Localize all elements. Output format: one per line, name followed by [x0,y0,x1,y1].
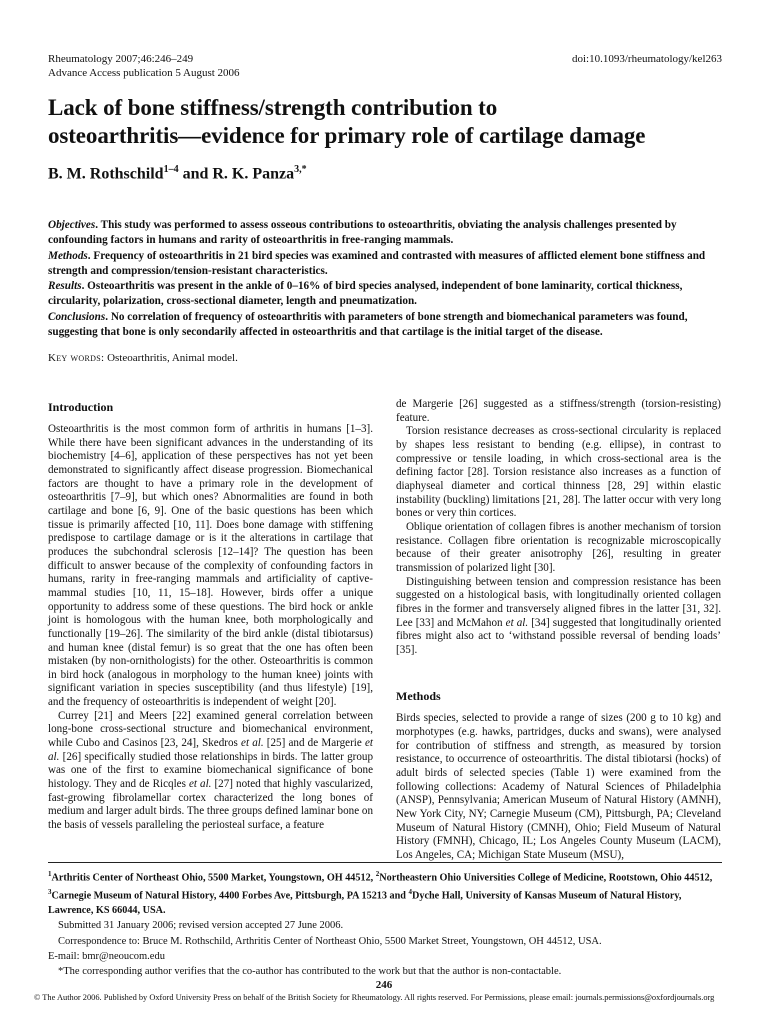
introduction-paragraph [48,710,373,833]
results-label: Results [48,280,82,293]
abstract-methods [48,249,722,280]
methods-text: . Frequency of osteoarthritis in 21 bird species was examined and contrasted with measures of afflicted element bone stiffness and strength and compression/tension-resistant characteristics. [48,249,706,277]
body-paragraph: Torsion resistance decreases as cross-sectional circularity is replaced by shapes less resistant to bending (e.g. ellipse), in contrast to compressive or tensile loading, in which cross-sectional area is the defining factor [28]. Torsion resistance also increases as a function of diaphyseal diameter and cortical thinness [28, 29] within elastic instability (buckling) limitations [21, 28]. The latter occur with very long bones or very thin cortices. [396,425,721,520]
affiliation: Dyche Hall, University of Kansas Museum of Natural History, Lawrence, KS 66044, USA. [48,890,682,916]
paragraph-text: Distinguishing between tension and compression resistance has been suggested on a histological basis, with longitudinally oriented collagen fibres in the former and transversely aligned fibres in the latter [31, 32]. Lee [33] and McMahon [396,575,721,629]
author-list [48,164,307,183]
title-line-2: osteoarthritis—evidence for primary role of cartilage damage [48,123,646,148]
abstract-results [48,279,722,310]
email-link[interactable]: E-mail: bmr@neoucom.edu [48,951,165,962]
author-name: R. K. Panza [212,165,295,183]
paragraph-text: [26] specifically studied those relationships in birds. The latter group was one of the first to examine biomechanical significance of bone histology. They and de Ricqles [48,750,373,791]
keywords-label: Key words: [48,352,105,364]
affiliation-marker: 2 [375,870,380,878]
affiliation: Carnegie Museum of Natural History, 4400 Forbes Ave, Pittsburgh, PA 15213 and [51,890,409,902]
methods-label: Methods [48,249,88,262]
page-number: 246 [375,979,393,991]
et-al: et al. [505,616,529,629]
journal-citation: Rheumatology 2007;46:246–249 [48,53,194,65]
et-al: et al. [188,778,212,791]
affiliation-marker: 4 [408,888,413,897]
abstract-conclusions [48,310,722,341]
abstract [48,218,722,340]
introduction-heading: Introduction [48,400,114,414]
title-line-1: Lack of bone stiffness/strength contribution to [48,95,498,120]
affiliation-marker: 1 [48,870,52,878]
doi-link[interactable]: doi:10.1093/rheumatology/kel263 [571,53,722,65]
affiliation-marker: 3 [48,888,52,897]
conclusions-text: . No correlation of frequency of osteoarthritis with parameters of bone strength and biomechanical parameters was found, suggesting that bone is only secondarily affected in osteoarthritis and that cartilage is the initial target of the disease. [48,310,688,339]
right-column [396,398,721,863]
introduction-paragraph: Osteoarthritis is the most common form of arthritis in humans [1–3]. While there have been significant advances in the understanding of its biochemistry [4–6], application of these perspectives has not yet been demonstrated to significantly affect disease progression. Biomechanical factors are thought to have a primary role in the development of osteoarthritis [7–9], but which ones? Abnormalities are found in both cartilage and bone [6, 9]. One of the basic questions has been which tissue is primarily affected [10, 11]. Does bone damage with stiffening predispose to cartilage damage or is it the alterations in cartilage that produces the subchondral sclerosis [12–14]? The question has been difficult to answer because of the complexity of confounding factors in humans, rarity in free-ranging mammals and artificiality of captive-mammal studies [10, 11, 15–18]. However, birds offer a unique opportunity to address some of these questions. The bird hock or ankle joint is homologous with the human knee, both morphologically and functionally [19–26]. The similarity of the bird ankle (distal tibiotarsus) and human knee (distal femur) is so great that the one has often been mistaken (by non-ornithologists) for the other. Osteoarthritis is common in bird hock (analogous in morphology to the human knee) joints with significant variation in species susceptibility (and thus lifestyle) [19], and the frequency of osteoarthritis is independent of weight [20]. [48,423,373,709]
et-al: et al. [48,737,373,763]
author-affiliation-marker: 3,* [294,164,307,175]
methods-heading: Methods [396,689,441,704]
methods-paragraph: Birds species, selected to provide a range of sizes (200 g to 10 kg) and morphotypes (e.g. hawks, partridges, ducks and swans), were analysed for contribution of stiffness and strength, as measured by torsion resistance, to occurrence of osteoarthritis. The distal tibiotarsi (hocks) of adult birds of selected species (Table 1) were examined from the following collections: Academy of Natural Sciences of Philadelphia (ANSP), Pennsylvania; American Museum of Natural History (AMNH), New York City, NY; Carnegie Museum (CM), Pittsburgh, PA; Cleveland Museum of Natural History (CMNH), Ohio; Field Museum of Natural History (FMNH), Chicago, IL; Los Angeles County Museum (LACM), Los Angeles, CA; Michigan State Museum (MSU), [396,712,721,862]
footnote-divider [48,862,722,863]
paragraph-text: [27] noted that highly vascularized, fast-growing fibrolamellar cortex characterized the long bones of medium and larger adult birds. The three groups defined laminar bone on the basis of vessels paralleling the periosteal surface, a feature [48,778,374,832]
et-al: et al. [241,737,264,750]
affiliation: Arthritis Center of Northeast Ohio, 5500 Market, Youngstown, OH 44512, [51,872,376,884]
body-paragraph: de Margerie [26] suggested as a stiffness/strength (torsion-resisting) feature. [396,398,721,424]
correspondence: Correspondence to: Bruce M. Rothschild, Arthritis Center of Northeast Ohio, 5500 Market Street, Youngstown, OH 44512, USA. [58,936,602,947]
body-paragraph: Oblique orientation of collagen fibres is another mechanism of torsion resistance. Collagen fibre orientation is recognizable microscopically because of their greater anisotrophy [26], resulting in greater transmission of polarized light [30]. [396,520,721,574]
author-name: B. M. Rothschild [48,165,164,183]
keywords [48,352,238,364]
body-paragraph [396,576,721,658]
paragraph-text: [34] suggested that longitudinally oriented fibres might also act to ‘withstand possible reversal of bending loads’ [35]. [396,616,722,656]
author-note: *The corresponding author verifies that the co-author has contributed to the work but that the author is non-contactable. [58,966,562,977]
results-text: . Osteoarthritis was present in the ankle of 0–16% of bird species analysed, independent of bone laminarity, cortical thickness, circularity, polarization, cross-sectional diameter, length and pneumatization. [48,280,683,308]
keywords-text: Osteoarthritis, Animal model. [107,352,238,364]
copyright-notice: © The Author 2006. Published by Oxford University Press on behalf of the British Society for Rheumatology. All rights reserved. For Permissions, please email: journals.permissions@oxfordjournals.org [34,993,715,1002]
conclusions-label: Conclusions [48,310,106,323]
left-column [48,398,373,833]
affiliation: Northeastern Ohio Universities College of Medicine, Rootstown, Ohio 44512, [379,872,713,884]
paragraph-text: Currey [21] and Meers [22] examined general correlation between long-bone cross-sectional structure and biomechanical environment, while Cubo and Casinos [23, 24], Skedros [48,709,373,750]
author-affiliation-marker: 1–4 [163,164,179,175]
abstract-objectives [48,218,722,249]
article-title [48,94,738,150]
affiliations [48,867,722,918]
objectives-text: . This study was performed to assess osseous contributions to osteoarthritis, obviating the analysis challenges presented by confounding factors in humans and rarity of osteoarthritis in free-ranging mammals. [48,219,677,247]
objectives-label: Objectives [48,219,96,231]
publication-date: Advance Access publication 5 August 2006 [48,67,240,79]
paragraph-text: [25] and de Margerie [263,737,365,750]
author-conjunction: and [182,165,209,183]
submission-dates: Submitted 31 January 2006; revised version accepted 27 June 2006. [58,920,344,931]
